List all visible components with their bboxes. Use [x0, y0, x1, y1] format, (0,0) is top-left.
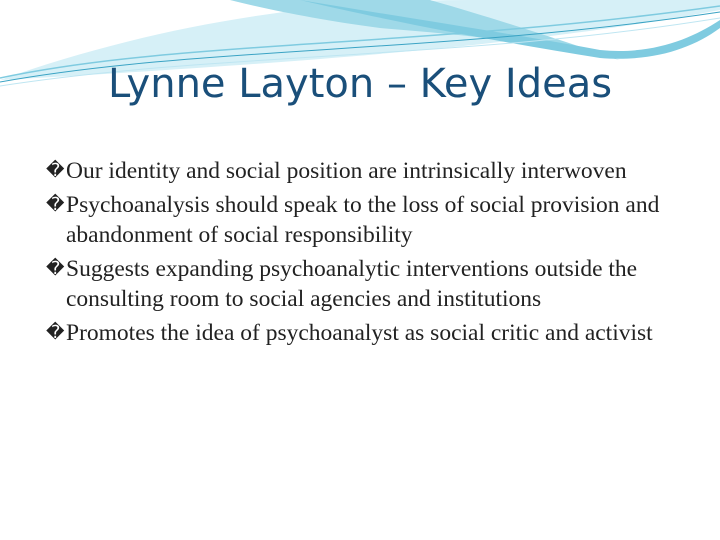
slide-title: Lynne Layton – Key Ideas [107, 61, 613, 107]
bullet-list [46, 156, 696, 352]
bullet-item [46, 190, 696, 250]
bullet-text: Psychoanalysis should speak to the loss of social provision and abandonment of social responsibility [66, 192, 660, 248]
bullet-marker-icon: � [46, 160, 65, 181]
bullet-marker-icon: � [46, 322, 65, 343]
bullet-item [46, 156, 696, 186]
bullet-text: Promotes the idea of psychoanalyst as social critic and activist [66, 320, 653, 346]
bullet-item [46, 318, 696, 348]
bullet-item [46, 254, 696, 314]
bullet-text: Our identity and social position are intrinsically interwoven [66, 158, 627, 184]
bullet-marker-icon: � [46, 258, 65, 279]
bullet-text: Suggests expanding psychoanalytic interventions outside the consulting room to social agencies and institutions [66, 256, 638, 312]
bullet-marker-icon: � [46, 194, 65, 215]
